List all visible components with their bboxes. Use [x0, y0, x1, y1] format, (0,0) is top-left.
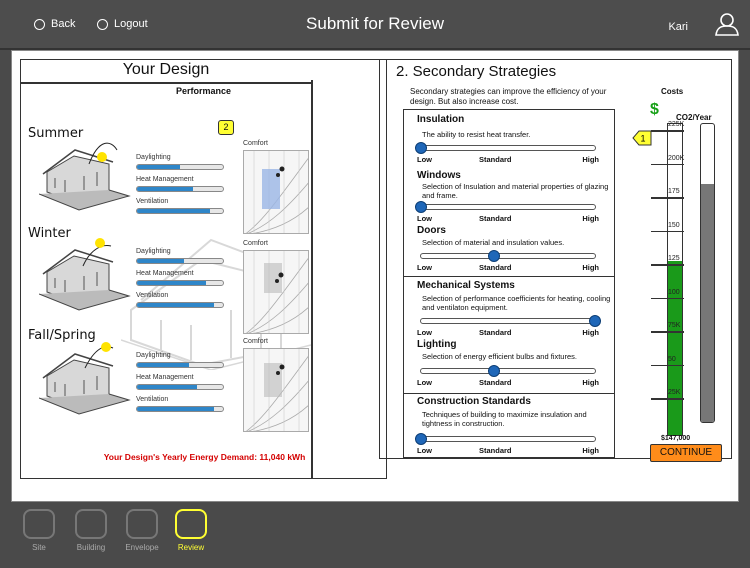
cost-tick-label: 25K — [668, 389, 681, 396]
nav-envelope-label: Envelope — [125, 543, 159, 552]
metric-label: Heat Management — [136, 270, 194, 277]
title-divider — [21, 82, 311, 84]
comfort-chart — [243, 348, 309, 432]
season-winter-label: Winter — [28, 226, 71, 241]
metric-label: Daylighting — [136, 352, 171, 359]
metric-bar — [136, 208, 224, 214]
cost-tick-label: 125 — [668, 255, 680, 262]
strategy-name-mechanical: Mechanical Systems — [417, 280, 515, 291]
cost-tick-label: 100 — [668, 288, 680, 296]
metric-bar — [136, 280, 224, 286]
panel-divider — [311, 80, 313, 478]
strategy-group-construction: Construction Standards Techniques of building to maximize insulation and tightness in construction. Low Standard High — [403, 393, 615, 458]
co2-title: CO2/Year — [676, 113, 712, 122]
cost-tick — [651, 398, 684, 400]
user-icon[interactable] — [714, 12, 740, 36]
cost-tick — [651, 331, 684, 333]
cost-tick-label: 75K — [668, 322, 681, 329]
metric-label: Daylighting — [136, 248, 171, 255]
season-fall-spring-label: Fall/Spring — [28, 328, 96, 343]
nav-envelope-button[interactable] — [126, 509, 158, 539]
psychrometric-chart-icon — [244, 251, 309, 334]
cost-tick-label: 225K — [668, 121, 685, 128]
house-winter-icon — [39, 242, 131, 312]
strategy-name-insulation: Insulation — [417, 114, 465, 125]
cost-tick — [651, 231, 684, 233]
metric-label: Heat Management — [136, 176, 194, 183]
slider-knob[interactable] — [488, 250, 500, 262]
comfort-chart — [243, 250, 309, 334]
co2-meter — [700, 123, 715, 423]
cost-tick-label: 200K — [668, 154, 685, 162]
strategy-description: The ability to resist heat transfer. — [422, 130, 531, 139]
lighting-slider[interactable] — [420, 368, 596, 374]
strategy-name-construction: Construction Standards — [417, 396, 531, 407]
strategy-description: Selection of performance coefficients for heating, cooling and ventilaton equipment. — [422, 294, 611, 312]
sun-summer-icon — [97, 152, 107, 162]
strategy-group-systems: Mechanical Systems Selection of performance coefficients for heating, cooling and ventilaton equipment. Low Standard High Lighting Selection of energy efficient bulbs and fixtures. Low Standard High — [403, 276, 615, 394]
costs-title: Costs — [661, 87, 684, 96]
main-content — [11, 50, 739, 502]
sun-fall-spring-icon — [101, 342, 111, 352]
hint-badge[interactable]: 2 — [218, 120, 234, 135]
metric-bar — [136, 186, 224, 192]
nav-review-label: Review — [177, 543, 205, 552]
metric-label: Ventilation — [136, 198, 169, 205]
nav-building-button[interactable] — [75, 509, 107, 539]
strategy-name-windows: Windows — [417, 170, 461, 181]
bottom-nav — [0, 503, 750, 568]
cost-tick — [651, 130, 684, 132]
psychrometric-chart-icon — [244, 151, 309, 234]
strategy-description: Techniques of building to maximize insulation and tightness in construction. — [422, 410, 587, 428]
construction-slider[interactable] — [420, 436, 596, 442]
metric-bar — [136, 258, 224, 264]
season-summer-label: Summer — [28, 126, 84, 141]
strategy-group-envelope: Insulation The ability to resist heat transfer. Low Standard High Windows Selection of Insulation and material properties of glazing and frame. Low Standard High Doors Selection of material and insulation values. Low Standard High — [403, 109, 615, 277]
user-name: Kari — [668, 21, 688, 33]
psychrometric-chart-icon — [244, 349, 309, 432]
slider-knob[interactable] — [488, 365, 500, 377]
comfort-label: Comfort — [243, 338, 268, 345]
continue-button[interactable]: CONTINUE — [650, 444, 722, 462]
metric-bar — [136, 164, 224, 170]
metric-bar — [136, 384, 224, 390]
metric-label: Ventilation — [136, 292, 169, 299]
cost-tick — [651, 298, 684, 300]
strategy-description: Selection of energy efficient bulbs and fixtures. — [422, 352, 577, 361]
comfort-label: Comfort — [243, 140, 268, 147]
marker-number: 1 — [640, 133, 646, 144]
your-design-panel — [20, 59, 387, 479]
page-title: Submit for Review — [306, 14, 444, 33]
nav-review-button[interactable] — [175, 509, 207, 539]
your-design-title: Your Design — [122, 61, 210, 78]
cost-tick — [651, 197, 684, 199]
performance-label: Performance — [175, 86, 232, 96]
insulation-slider[interactable] — [420, 145, 596, 151]
cost-tick — [651, 365, 684, 367]
comfort-chart — [243, 150, 309, 234]
house-fall-spring-icon — [39, 346, 131, 416]
back-label: Back — [51, 18, 76, 30]
logout-label: Logout — [114, 18, 148, 30]
dollar-icon: $ — [650, 101, 659, 118]
slider-knob[interactable] — [415, 201, 427, 213]
nav-site-button[interactable] — [23, 509, 55, 539]
house-summer-icon — [39, 142, 131, 212]
cost-tick-label: 175 — [668, 188, 680, 195]
doors-slider[interactable] — [420, 253, 596, 259]
slider-knob[interactable] — [415, 142, 427, 154]
metric-bar — [136, 302, 224, 308]
strategy-name-doors: Doors — [417, 225, 446, 236]
mechanical-slider[interactable] — [420, 318, 596, 324]
cost-total: $147,000 — [661, 435, 691, 442]
secondary-strategies-panel — [379, 59, 732, 459]
cost-tick — [651, 264, 684, 266]
cost-tick-label: 150 — [668, 221, 680, 229]
strategies-title: 2. Secondary Strategies — [396, 63, 557, 80]
windows-slider[interactable] — [420, 204, 596, 210]
strategy-description: Selection of material and insulation values. — [422, 238, 565, 247]
nav-building-label: Building — [76, 543, 106, 552]
slider-knob[interactable] — [415, 433, 427, 445]
energy-demand: Your Design's Yearly Energy Demand: 11,040 kWh — [103, 452, 306, 462]
nav-site-label: Site — [32, 543, 46, 552]
top-bar — [0, 0, 750, 50]
strategy-name-lighting: Lighting — [417, 339, 457, 350]
metric-label: Ventilation — [136, 396, 169, 403]
cost-marker-icon[interactable] — [632, 130, 652, 146]
comfort-label: Comfort — [243, 240, 268, 247]
cost-tick-label: 50 — [668, 355, 676, 363]
slider-knob[interactable] — [589, 315, 601, 327]
metric-label: Daylighting — [136, 154, 171, 161]
metric-bar — [136, 362, 224, 368]
metric-bar — [136, 406, 224, 412]
metric-label: Heat Management — [136, 374, 194, 381]
sun-winter-icon — [95, 238, 105, 248]
strategy-description: Selection of Insulation and material properties of glazing and frame. — [422, 182, 609, 200]
strategies-description: Secondary strategies can improve the efficiency of your design. But also increase cost. — [410, 87, 607, 106]
cost-tick — [651, 164, 684, 166]
